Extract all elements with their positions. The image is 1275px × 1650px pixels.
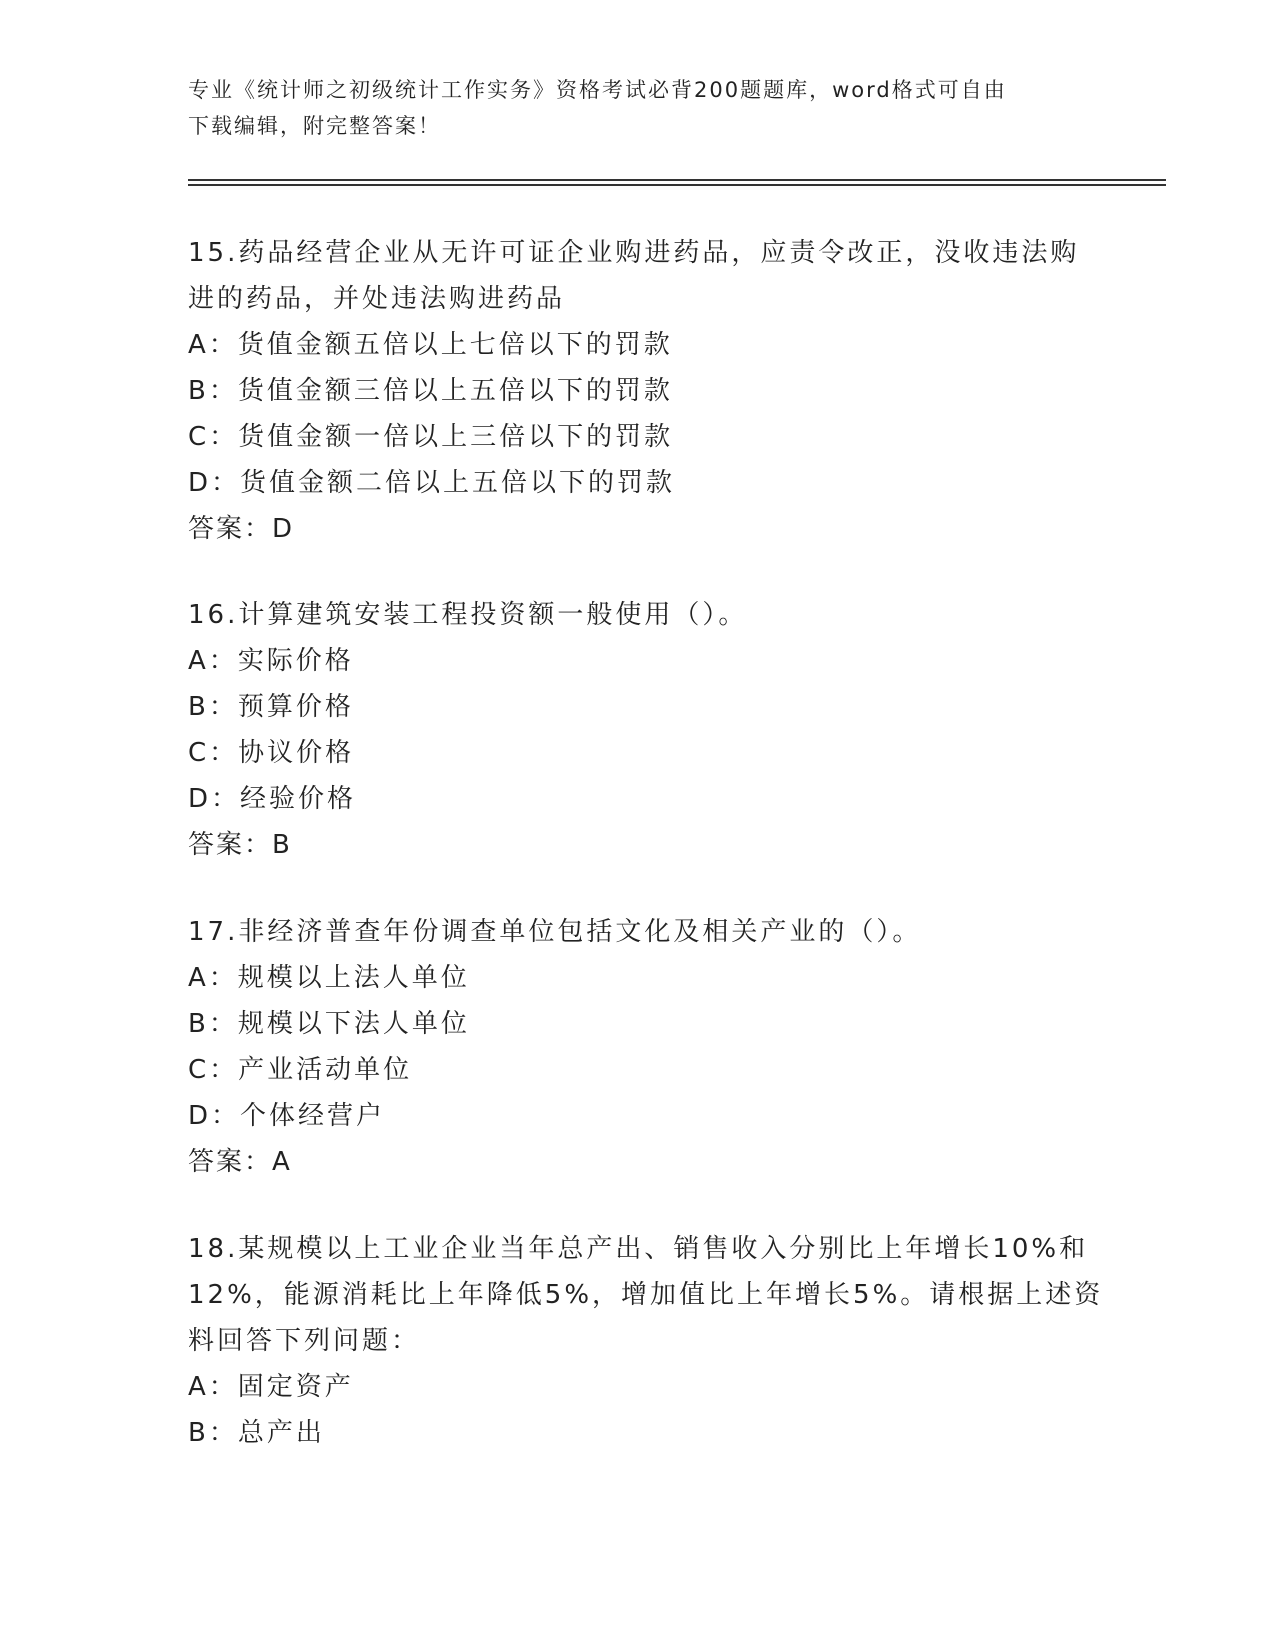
header-line-1: 专业《统计师之初级统计工作实务》资格考试必背200题题库，word格式可自由 — [188, 78, 1007, 102]
question-stem-line: 12%，能源消耗比上年降低5%，增加值比上年增长5%。请根据上述资 — [188, 1280, 1104, 1310]
option-b: B：总产出 — [188, 1418, 325, 1448]
question-17 — [188, 909, 1088, 1185]
option-a: A：规模以上法人单位 — [188, 963, 470, 993]
option-b: B：预算价格 — [188, 692, 354, 722]
option-d: D：货值金额二倍以上五倍以下的罚款 — [188, 468, 676, 498]
question-stem-line: 18.某规模以上工业企业当年总产出、销售收入分别比上年增长10%和 — [188, 1234, 1089, 1264]
option-d: D：个体经营户 — [188, 1101, 386, 1131]
question-stem-line: 料回答下列问题： — [188, 1326, 421, 1356]
header-divider-bottom — [188, 184, 1166, 186]
question-stem-line: 进的药品，并处违法购进药品 — [188, 284, 566, 314]
option-c: C：货值金额一倍以上三倍以下的罚款 — [188, 422, 674, 452]
option-a: A：固定资产 — [188, 1372, 354, 1402]
answer: 答案：B — [188, 830, 292, 860]
question-stem-line: 17.非经济普查年份调查单位包括文化及相关产业的（）。 — [188, 917, 922, 947]
option-a: A：实际价格 — [188, 646, 354, 676]
question-stem-line: 15.药品经营企业从无许可证企业购进药品，应责令改正，没收违法购 — [188, 238, 1080, 268]
header-line-2: 下载编辑，附完整答案！ — [188, 114, 441, 138]
question-18 — [188, 1226, 1104, 1456]
option-c: C：产业活动单位 — [188, 1055, 413, 1085]
answer: 答案：A — [188, 1147, 292, 1177]
option-d: D：经验价格 — [188, 784, 357, 814]
option-c: C：协议价格 — [188, 738, 355, 768]
option-b: B：规模以下法人单位 — [188, 1009, 470, 1039]
question-15 — [188, 230, 1088, 552]
document-header — [188, 72, 1088, 144]
question-stem-line: 16.计算建筑安装工程投资额一般使用（）。 — [188, 600, 748, 630]
answer: 答案：D — [188, 514, 295, 544]
option-b: B：货值金额三倍以上五倍以下的罚款 — [188, 376, 673, 406]
question-16 — [188, 592, 1088, 868]
header-divider-top — [188, 179, 1166, 181]
option-a: A：货值金额五倍以上七倍以下的罚款 — [188, 330, 673, 360]
